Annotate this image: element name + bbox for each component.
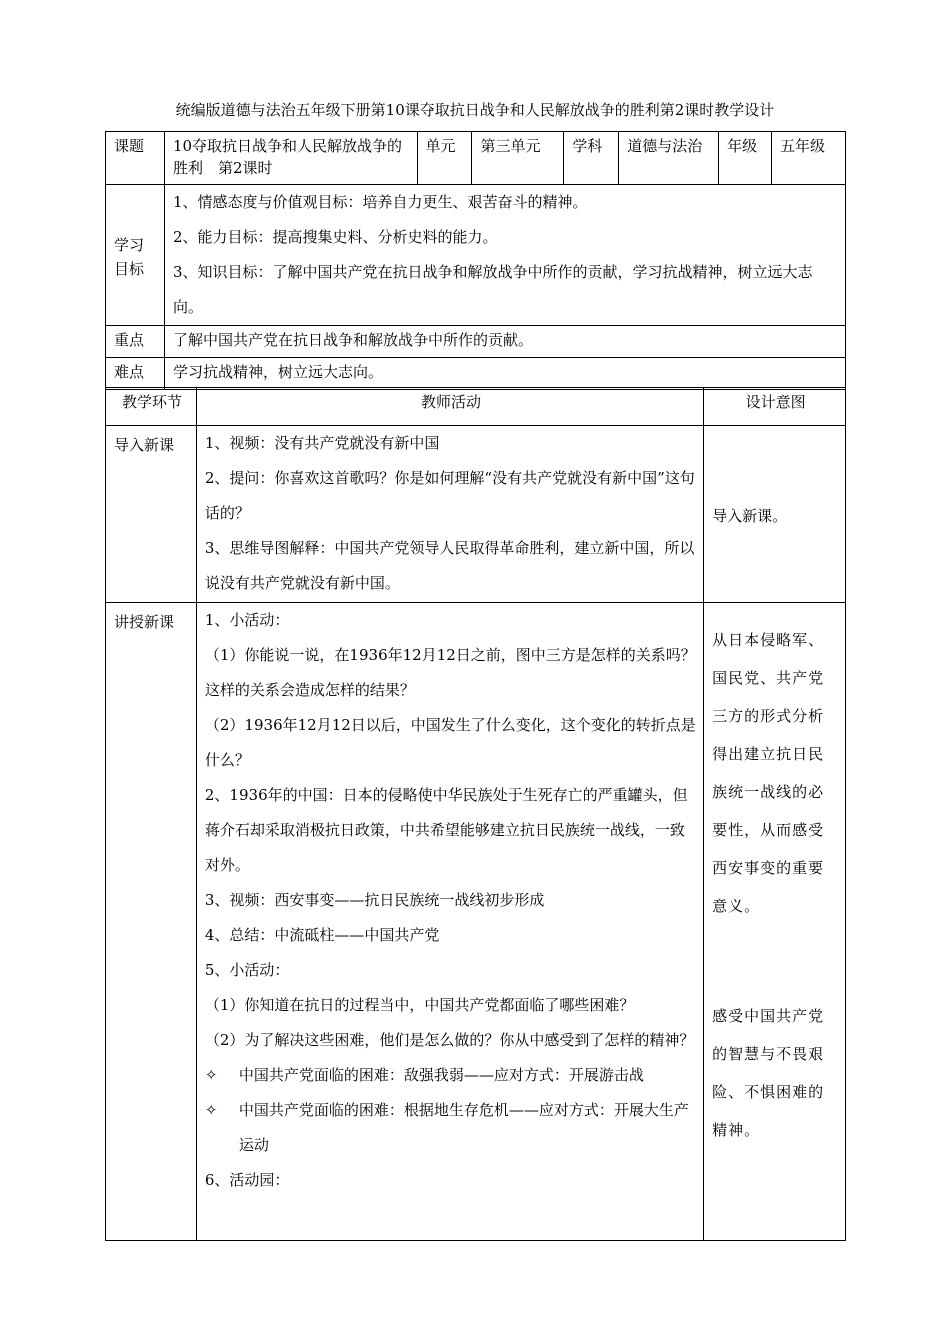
activity-item: （2）1936年12月12日以后，中国发生了什么变化，这个变化的转折点是什么？ — [204, 716, 696, 769]
activity-item: 5、小活动： — [204, 961, 290, 979]
intent-text-2: 感受中国共产党的智慧与不畏艰险、不惧困难的精神。 — [712, 1007, 825, 1139]
lesson-info-table — [105, 131, 846, 390]
bullet-item — [205, 1093, 697, 1163]
lecture-activity — [196, 603, 703, 1241]
goals-label — [106, 185, 165, 326]
lecture-intent — [704, 603, 846, 1241]
key-point-label: 重点 — [106, 326, 165, 358]
activity-header: 教师活动 — [196, 388, 703, 426]
intent-text-1: 从日本侵略军、国民党、共产党三方的形式分析得出建立抗日民族统一战线的必要性，从而感受西安事变的重要意义。 — [712, 631, 825, 915]
intro-stage: 导入新课 — [106, 426, 197, 603]
unit-label: 单元 — [417, 132, 472, 185]
topic-value: 10夺取抗日战争和人民解放战争的胜利 第2课时 — [164, 132, 417, 185]
grade-value: 五年级 — [772, 132, 846, 185]
goal-item: 2、能力目标：提高搜集史料、分析史料的能力。 — [172, 228, 498, 246]
bullet-item — [205, 1058, 697, 1093]
goals-label-text: 学习目标 — [114, 235, 145, 278]
key-point-value: 了解中国共产党在抗日战争和解放战争中所作的贡献。 — [164, 326, 845, 358]
goals-content — [164, 185, 845, 326]
difficulty-label: 难点 — [106, 358, 165, 390]
bullet-text: 中国共产党面临的困难：根据地生存危机——应对方式：开展大生产运动 — [238, 1101, 689, 1154]
activity-item: 1、小活动： — [204, 611, 290, 629]
stage-header: 教学环节 — [106, 388, 197, 426]
subject-value: 道德与法治 — [619, 132, 719, 185]
intro-activity — [196, 426, 703, 603]
goal-item: 3、知识目标：了解中国共产党在抗日战争和解放战争中所作的贡献，学习抗战精神，树立远大志向。 — [172, 263, 813, 316]
activity-item: （1）你知道在抗日的过程当中，中国共产党都面临了哪些困难？ — [204, 996, 635, 1014]
unit-value: 第三单元 — [472, 132, 564, 185]
topic-label: 课题 — [106, 132, 165, 185]
bullet-text: 中国共产党面临的困难：敌强我弱——应对方式：开展游击战 — [238, 1066, 644, 1084]
activity-item: 2、提问：你喜欢这首歌吗？你是如何理解“没有共产党就没有新中国”这句话的？ — [204, 469, 695, 522]
document-title: 统编版道德与法治五年级下册第10课夺取抗日战争和人民解放战争的胜利第2课时教学设计 — [175, 101, 775, 119]
subject-label: 学科 — [564, 132, 619, 185]
activity-item: （2）为了解决这些困难，他们是怎么做的？你从中感受到了怎样的精神？ — [204, 1031, 695, 1049]
activity-item: 4、总结：中流砥柱——中国共产党 — [204, 926, 440, 944]
intent-header: 设计意图 — [704, 388, 846, 426]
activity-item: 6、活动园： — [204, 1171, 290, 1189]
lecture-stage: 讲授新课 — [106, 603, 197, 1241]
goal-item: 1、情感态度与价值观目标：培养自力更生、艰苦奋斗的精神。 — [172, 193, 588, 211]
activity-item: 1、视频：没有共产党就没有新中国 — [204, 434, 440, 452]
activity-item: 3、视频：西安事变——抗日民族统一战线初步形成 — [204, 891, 545, 909]
activity-item: 2、1936年的中国：日本的侵略使中华民族处于生死存亡的严重罐头，但蒋介石却采取消极抗日政策，中共希望能够建立抗日民族统一战线，一致对外。 — [204, 786, 688, 874]
bullet-star-icon: ✧ — [204, 1101, 218, 1119]
difficulty-value: 学习抗战精神，树立远大志向。 — [164, 358, 845, 390]
process-table — [105, 387, 846, 1241]
intro-intent: 导入新课。 — [704, 426, 846, 603]
bullet-star-icon: ✧ — [204, 1066, 218, 1084]
grade-label: 年级 — [719, 132, 772, 185]
activity-item: （1）你能说一说，在1936年12月12日之前，图中三方是怎样的关系吗？这样的关系会造成怎样的结果？ — [204, 646, 696, 699]
activity-item: 3、思维导图解释：中国共产党领导人民取得革命胜利，建立新中国，所以说没有共产党就没有新中国。 — [204, 539, 695, 592]
